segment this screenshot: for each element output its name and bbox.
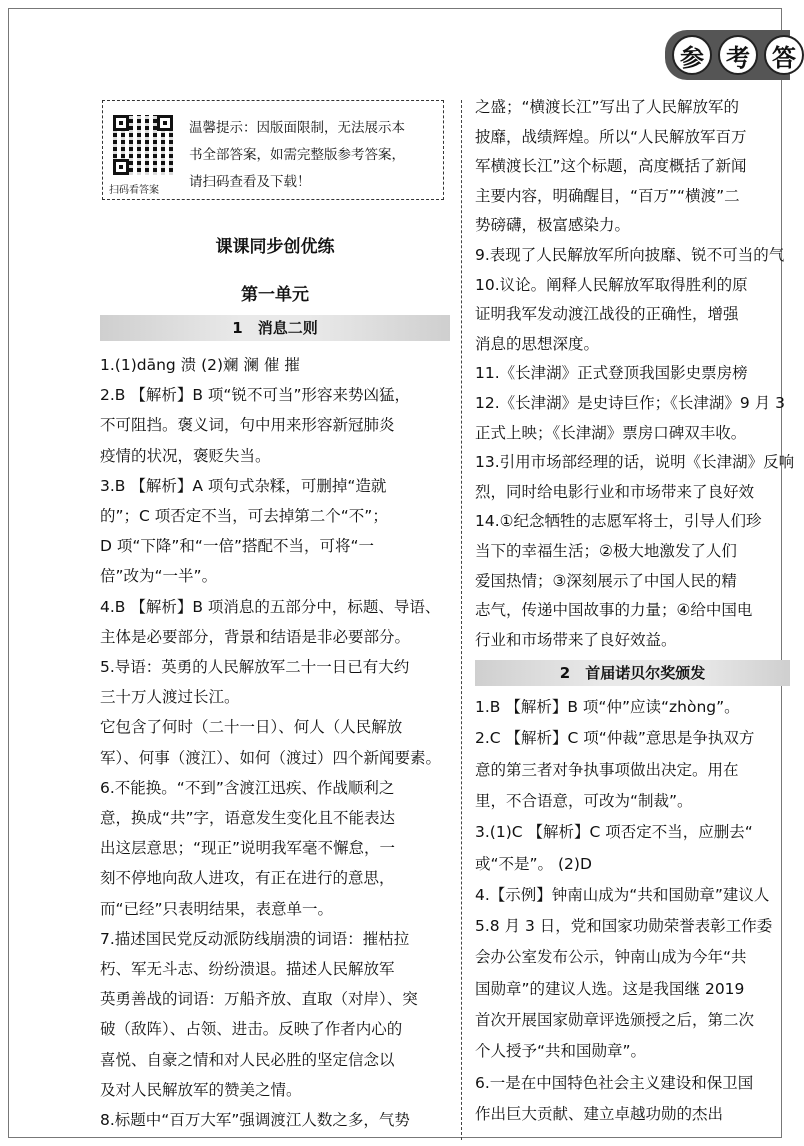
- header-char-3: 答: [764, 35, 804, 75]
- answer-line: 6.一是在中国特色社会主义建设和保卫国: [475, 1073, 754, 1092]
- answer-line: 出这层意思；“现正”说明我军毫不懈怠，一: [100, 839, 396, 858]
- answer-line: 意的第三者对争执事项做出决定。用在: [475, 760, 739, 779]
- answer-line: 烈，同时给电影行业和市场带来了良好效: [475, 482, 755, 501]
- answer-line: 军横渡长江”这个标题，高度概括了新闻: [475, 157, 747, 176]
- answer-line: 7.描述国民党反动派防线崩溃的词语：摧枯拉: [100, 929, 410, 948]
- answer-line: 破（敌阵）、占领、进击。反映了作者内心的: [100, 1020, 403, 1039]
- header-char-2: 考: [718, 35, 758, 75]
- answer-line: 证明我军发动渡江战役的正确性，增强: [475, 305, 739, 324]
- answer-line: 首次开展国家勋章评选颁授之后，第二次: [475, 1011, 755, 1029]
- answer-line: 5.导语：英勇的人民解放军二十一日已有大约: [100, 658, 410, 676]
- answer-line: 14.①纪念牺牲的志愿军将士，引导人们珍: [475, 512, 762, 531]
- right-column: [475, 95, 795, 1140]
- answer-line: 6.不能换。“不到”含渡江迅疾、作战顺利之: [100, 778, 395, 797]
- answer-line: 11.《长津湖》正式登顶我国影史票房榜: [475, 364, 748, 383]
- answer-line: 主体是必要部分，背景和结语是非必要部分。: [100, 627, 411, 646]
- answer-line: 12.《长津湖》是史诗巨作；《长津湖》9 月 3: [475, 394, 785, 412]
- answer-line: 正式上映；《长津湖》票房口碑双丰收。: [475, 423, 747, 442]
- answer-line: 国勋章”的建议人选。这是我国继 2019: [475, 979, 745, 998]
- answer-line: 2.B 【解析】B 项“锐不可当”形容来势凶猛，: [100, 386, 410, 405]
- answer-line: 3.B 【解析】A 项句式杂糅，可删掉“造就: [100, 476, 387, 495]
- answer-line: 倍”改为“一半”。: [100, 567, 218, 586]
- answer-line: 意，换成“共”字，语意发生变化且不能表达: [100, 809, 396, 827]
- answer-line: 个人授予“共和国勋章”。: [475, 1042, 647, 1061]
- answer-line: 疫情的状况，褒贬失当。: [100, 446, 271, 465]
- qr-caption: 扫码看答案: [109, 185, 159, 196]
- answer-line: 1.(1)dāng 溃 (2)斓 澜 催 摧: [100, 356, 300, 374]
- column-divider: [461, 100, 462, 1140]
- notice-line: 书全部答案，如需完整版参考答案，: [189, 147, 405, 163]
- header-char-1: 参: [672, 35, 712, 75]
- answer-line: 或“不是”。 (2)D: [475, 854, 592, 873]
- unit-title: 第一单元: [241, 285, 309, 305]
- answer-line: 4.B 【解析】B 项消息的五部分中，标题、导语、: [100, 597, 441, 616]
- answer-line: 9.表现了人民解放军所向披靡、锐不可当的气: [475, 246, 785, 264]
- answer-line: 及对人民解放军的赞美之情。: [100, 1080, 302, 1099]
- answer-line: 朽、军无斗志、纷纷溃退。描述人民解放军: [100, 960, 395, 978]
- answer-line: D 项“下降”和“一倍”搭配不当，可将“一: [100, 537, 375, 556]
- notice-line: 温馨提示：因版面限制，无法展示本: [189, 120, 405, 136]
- answer-line: 而“已经”只表明结果，表意单一。: [100, 899, 334, 918]
- notice-line: 请扫码查看及下载！: [189, 174, 311, 190]
- answer-line: 的”；C 项否定不当，可去掉第二个“不”；: [100, 507, 388, 525]
- answer-line: 10.议论。阐释人民解放军取得胜利的原: [475, 275, 748, 294]
- answer-line: 英勇善战的词语：万船齐放、直取（对岸）、突: [100, 990, 418, 1009]
- answer-line: 2.C 【解析】C 项“仲裁”意思是争执双方: [475, 729, 755, 748]
- answer-line: 志气，传递中国故事的力量；④给中国电: [475, 601, 753, 620]
- answer-line: 4.【示例】钟南山成为“共和国勋章”建议人: [475, 885, 770, 904]
- notice-text: [189, 115, 439, 196]
- answer-line: 8.标题中“百万大军”强调渡江人数之多，气势: [100, 1111, 410, 1129]
- section-title: 课课同步创优练: [215, 237, 335, 257]
- answer-line: 当下的幸福生活；②极大地激发了人们: [475, 542, 737, 560]
- answer-line: 之盛；“横渡长江”写出了人民解放军的: [475, 98, 740, 116]
- answer-line: 不可阻挡。褒义词，句中用来形容新冠肺炎: [100, 416, 395, 435]
- answer-line: 5.8 月 3 日，党和国家功勋荣誉表彰工作委: [475, 917, 773, 936]
- answer-line: 3.(1)C 【解析】C 项否定不当，应删去“: [475, 823, 753, 842]
- answer-line: 刻不停地向敌人进攻，有正在进行的意思，: [100, 869, 395, 888]
- answer-line: 喜悦、自豪之情和对人民必胜的坚定信念以: [100, 1050, 395, 1069]
- answer-line: 势磅礴，极富感染力。: [475, 216, 631, 235]
- answer-line: 作出巨大贡献、建立卓越功勋的杰出: [475, 1104, 724, 1123]
- answer-line: 13.引用市场部经理的话，说明《长津湖》反响: [475, 453, 795, 472]
- answer-line: 三十万人渡过长江。: [100, 688, 240, 707]
- answer-line: 会办公室发布公示，钟南山成为今年“共: [475, 948, 747, 967]
- lesson-title-bar: 1 消息二则: [100, 315, 450, 341]
- answer-line: 1.B 【解析】B 项“仲”应读“zhòng”。: [475, 698, 740, 716]
- answer-line: 主要内容，明确醒目，“百万”“横渡”二: [475, 186, 740, 205]
- answer-line: 里，不合语意，可改为“制裁”。: [475, 791, 693, 810]
- notice-box: [102, 100, 444, 200]
- answer-line: 披靡，战绩辉煌。所以“人民解放军百万: [475, 127, 747, 146]
- answer-line: 它包含了何时（二十一日）、何人（人民解放: [100, 718, 403, 737]
- qr-code-icon[interactable]: [113, 115, 173, 175]
- answer-line: 行业和市场带来了良好效益。: [475, 630, 677, 649]
- answer-line: 爱国热情；③深刻展示了中国人民的精: [475, 571, 737, 590]
- answer-line: 消息的思想深度。: [475, 334, 600, 353]
- answer-line: 军）、何事（渡江）、如何（渡过）四个新闻要素。: [100, 748, 442, 767]
- lesson-title-bar-2: 2 首届诺贝尔奖颁发: [475, 660, 790, 686]
